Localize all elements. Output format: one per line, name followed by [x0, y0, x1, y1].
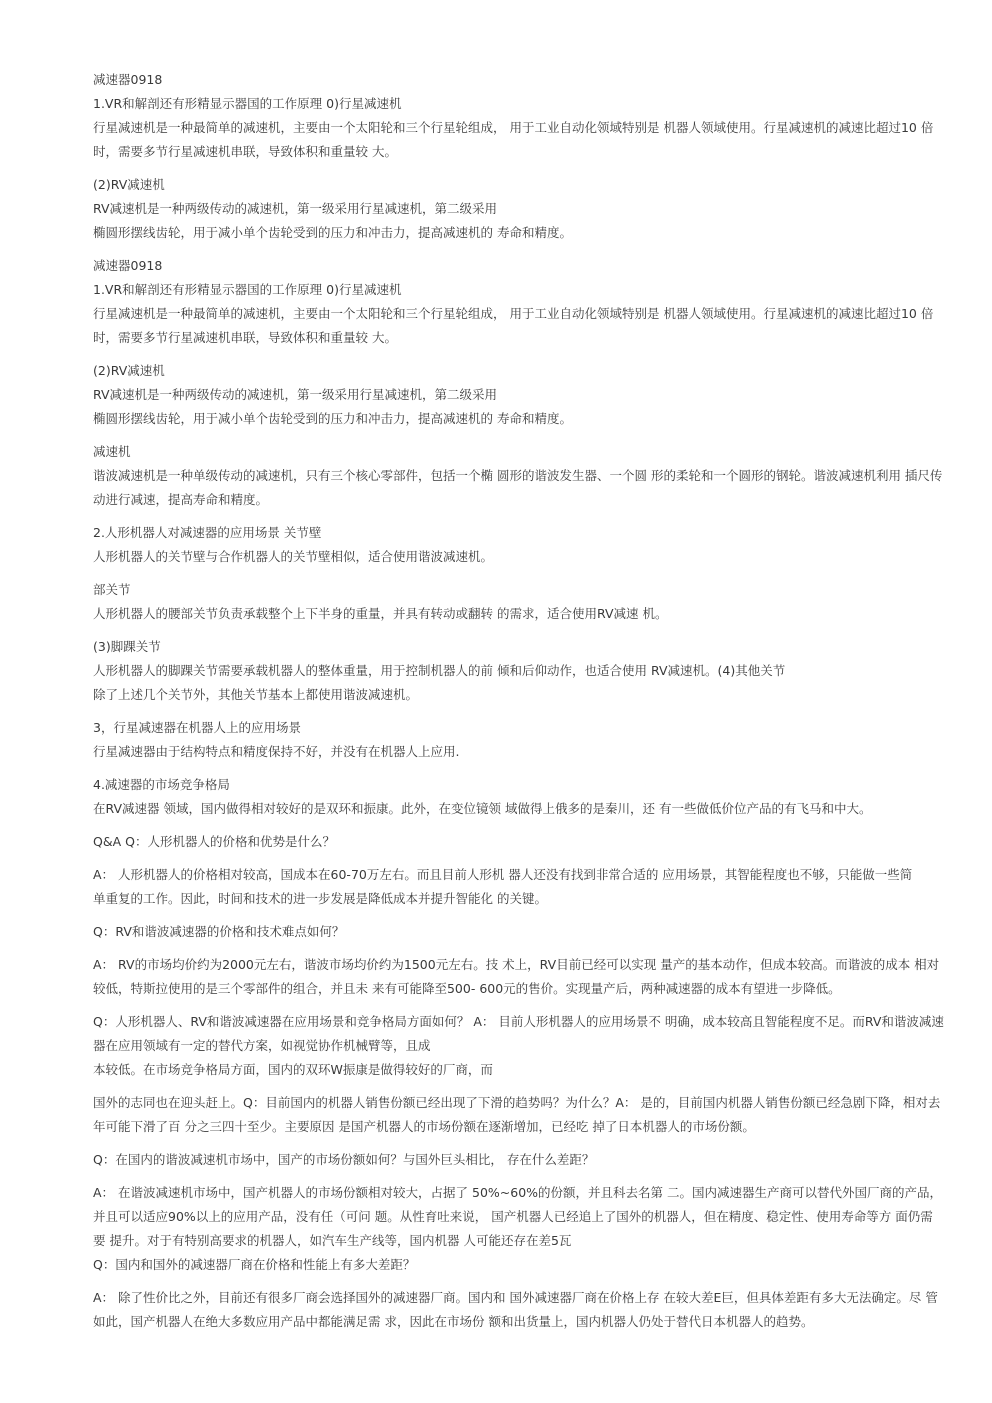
text-line: Q：国内和国外的减速器厂商在价格和性能上有多大差距？	[93, 1257, 416, 1272]
text-line: A： RV的市场均价约为2000元左右，谐波市场均价约为1500元左右。技 术上，RV目前已经可以实现 量产的基本动作，但成本较高。而谐波的成本 相对较低，特斯拉使用的是三个零部件的组合，并且未 来有可能降至500- 600元的售价。实现量产后，两种减速器的成本有望进一步降低。	[93, 957, 940, 996]
text-line: 减速器0918	[93, 258, 163, 273]
paragraph	[93, 1181, 945, 1277]
paragraph	[93, 953, 945, 1001]
text-line: Q：人形机器人、RV和谐波减速器在应用场景和竞争格局方面如何？ A： 目前人形机器人的应用场景不 明确，成本较高且智能程度不足。而RV和谐波减速器在应用领域有一定的替代方案，如视觉协作机械臂等，且成	[93, 1014, 944, 1053]
text-line: 1.VR和解剖还有形精显示器国的工作原理 0)行星减速机	[93, 96, 402, 111]
text-line: 除了上述几个关节外，其他关节基本上都使用谐波减速机。	[93, 687, 419, 702]
text-line: 人形机器人的关节壁与合作机器人的关节壁相似，适合使用谐波减速机。	[93, 549, 494, 564]
paragraph	[93, 1286, 945, 1334]
paragraph	[93, 920, 945, 944]
paragraph	[93, 773, 945, 821]
paragraph	[93, 440, 945, 512]
text-line: 行星减速机是一种最简单的减速机，主要由一个太阳轮和三个行星轮组成， 用于工业自动化领域特别是 机器人领域使用。行星减速机的减速比超过10 倍时，需要多节行星减速机串联，导致体积和重量较 大。	[93, 306, 934, 345]
paragraph	[93, 1010, 945, 1082]
text-line: RV减速机是一种两级传动的减速机，第一级采用行星减速机，第二级采用	[93, 387, 498, 402]
paragraph	[93, 1148, 945, 1172]
paragraph	[93, 578, 945, 626]
paragraph	[93, 635, 945, 707]
text-line: A： 在谐波减速机市场中，国产机器人的市场份额相对较大，占据了 50%~60%的份额，并且科去名第 二。国内减速器生产商可以替代外国厂商的产品，并且可以适应90%以上的应用产品，没有任（可问 题。从性育吐来说， 国产机器人已经追上了国外的机器人，但在精度、稳定性、使用寿命等方 面仍需要 提升。对于有特别高要求的机器人，如汽车生产线等，国内机器 人可能还存在差5瓦	[93, 1185, 943, 1248]
text-line: 1.VR和解剖还有形精显示器国的工作原理 0)行星减速机	[93, 282, 402, 297]
text-line: 本较低。在市场竞争格局方面，国内的双环W振康是做得较好的厂商，而	[93, 1062, 493, 1077]
text-line: 单重复的工作。因此，时间和技术的进一步发展是降低成本并提升智能化 的关键。	[93, 891, 547, 906]
paragraph	[93, 521, 945, 569]
text-line: (2)RV减速机	[93, 363, 165, 378]
text-line: 在RV减速器 领域，国内做得相对较好的是双环和振康。此外，在变位镜领 域做得上俄多的是秦川，还 有一些做低价位产品的有飞马和中大。	[93, 801, 872, 816]
text-line: (3)脚踝关节	[93, 639, 161, 654]
text-line: Q&A Q：人形机器人的价格和优势是什么？	[93, 834, 335, 849]
paragraph	[93, 359, 945, 431]
text-line: Q：在国内的谐波减速机市场中，国产的市场份额如何？与国外巨头相比， 存在什么差距？	[93, 1152, 595, 1167]
text-line: RV减速机是一种两级传动的减速机，第一级采用行星减速机，第二级采用	[93, 201, 498, 216]
paragraph	[93, 173, 945, 245]
text-line: 减速机	[93, 444, 131, 459]
paragraph	[93, 863, 945, 911]
text-line: (2)RV减速机	[93, 177, 165, 192]
text-line: 4.减速器的市场竞争格局	[93, 777, 230, 792]
paragraph	[93, 68, 945, 164]
text-line: 3，行星减速器在机器人上的应用场景	[93, 720, 301, 735]
text-line: 行星减速器由于结构特点和精度保持不好，并没有在机器人上应用.	[93, 744, 460, 759]
text-line: 减速器0918	[93, 72, 163, 87]
text-line: 2.人形机器人对减速器的应用场景 关节壁	[93, 525, 322, 540]
text-line: 人形机器人的腰部关节负责承载整个上下半身的重量，并具有转动或翻转 的需求，适合使用RV减速 机。	[93, 606, 668, 621]
text-line: 部关节	[93, 582, 131, 597]
text-line: 椭圆形摆线齿轮，用于减小单个齿轮受到的压力和冲击力，提高减速机的 寿命和精度。	[93, 411, 572, 426]
text-line: 椭圆形摆线齿轮，用于减小单个齿轮受到的压力和冲击力，提高减速机的 寿命和精度。	[93, 225, 572, 240]
paragraph	[93, 254, 945, 350]
text-line: 国外的志同也在迎头赶上。Q：目前国内的机器人销售份额已经出现了下滑的趋势吗？为什么？A： 是的，目前国内机器人销售份额已经急剧下降，相对去年可能下滑了百 分之三四十至少。主要原因 是国产机器人的市场份额在逐渐增加，已经吃 掉了日本机器人的市场份额。	[93, 1095, 941, 1134]
document-body	[93, 68, 945, 1343]
paragraph	[93, 1091, 945, 1139]
text-line: Q：RV和谐波减速器的价格和技术难点如何？	[93, 924, 345, 939]
text-line: 行星减速机是一种最简单的减速机，主要由一个太阳轮和三个行星轮组成， 用于工业自动化领域特别是 机器人领域使用。行星减速机的减速比超过10 倍时，需要多节行星减速机串联，导致体积和重量较 大。	[93, 120, 934, 159]
text-line: A： 人形机器人的价格相对较高，国成本在60-70万左右。而且目前人形机 器人还没有找到非常合适的 应用场景，其智能程度也不够，只能做一些简	[93, 867, 913, 882]
paragraph	[93, 716, 945, 764]
paragraph	[93, 830, 945, 854]
text-line: 人形机器人的脚踝关节需要承载机器人的整体重量，用于控制机器人的前 倾和后仰动作，也适合使用 RV减速机。(4)其他关节	[93, 663, 786, 678]
text-line: 谐波减速机是一种单级传动的减速机，只有三个核心零部件，包括一个椭 圆形的谐波发生器、一个圆 形的柔轮和一个圆形的钢轮。谐波减速机利用 插尺传动进行减速，提高寿命和精度。	[93, 468, 943, 507]
text-line: A： 除了性价比之外，目前还有很多厂商会选择国外的减速器厂商。国内和 国外减速器厂商在价格上存 在较大差E巨，但具体差距有多大无法确定。尽 管如此，国产机器人在绝大多数应用产品中都能满足需 求，因此在市场份 额和出货量上，国内机器人仍处于替代日本机器人的趋势。	[93, 1290, 938, 1329]
